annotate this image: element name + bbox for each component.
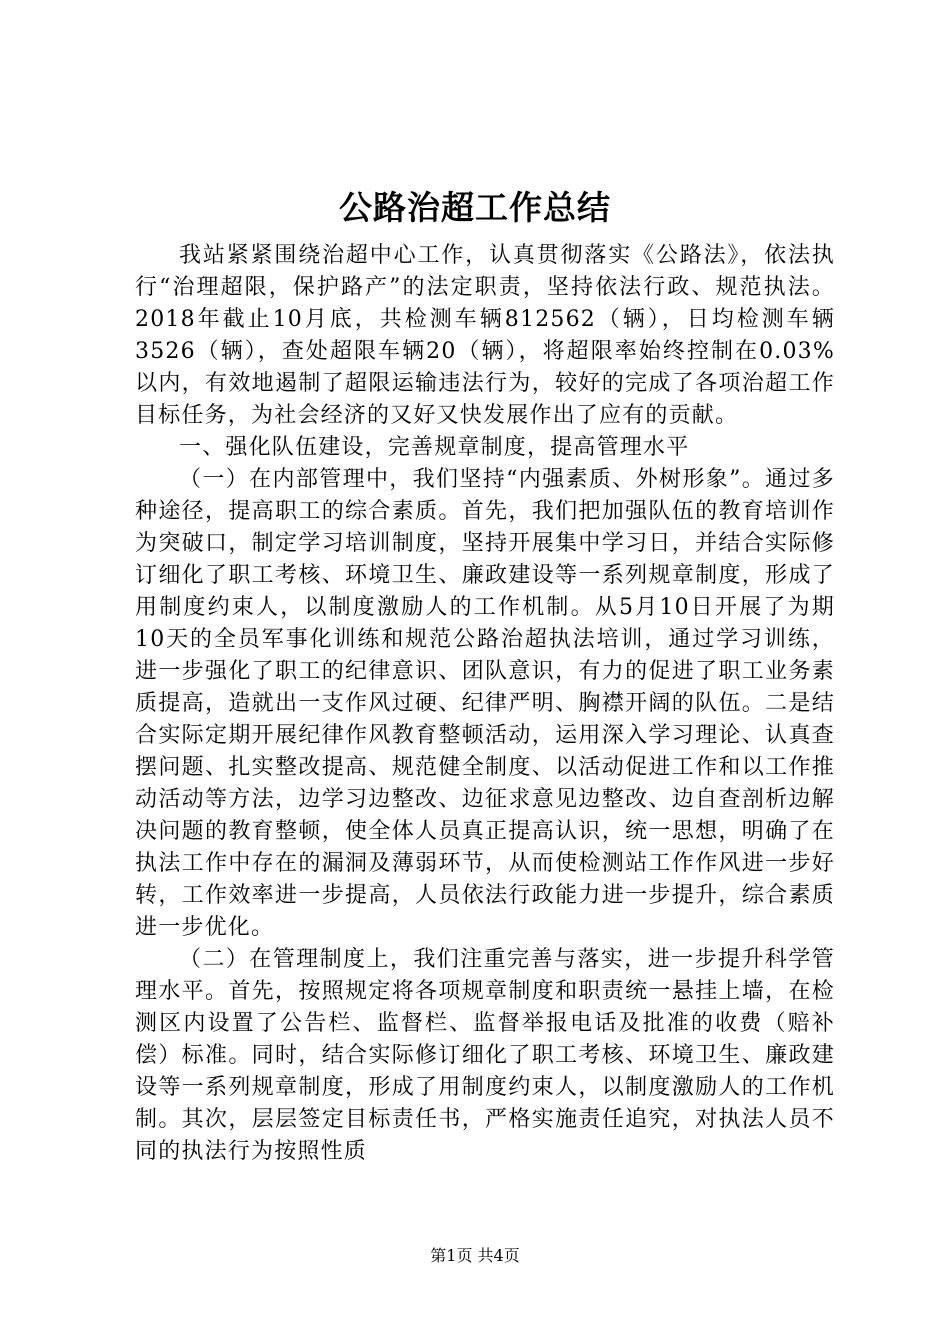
- section-heading-1: 一、强化队伍建设，完善规章制度，提高管理水平: [179, 435, 690, 460]
- paragraph-internal-management: （一）在内部管理中，我们坚持“内强素质、外树形象”。通过多种途径，提高职工的综合素质。首先，我们把加强队伍的教育培训作为突破口，制定学习培训制度，坚持开展集中学习日，并结合实际修订细化了职工考核、环境卫生、廉政建设等一系列规章制度，形成了用制度约束人，以制度激励人的工作机制。从5月10日开展了为期10天的全员军事化训练和规范公路治超执法培训，通过学习训练，进一步强化了职工的纪律意识、团队意识，有力的促进了职工业务素质提高，造就出一支作风过硬、纪律严明、胸襟开阔的队伍。二是结合实际定期开展纪律作风教育整顿活动，运用深入学习理论、认真查摆问题、扎实整改提高、规范健全制度、以活动促进工作和以工作推动活动等方法，边学习边整改、边征求意见边整改、边自查剖析边解决问题的教育整顿，使全体人员真正提高认识，统一思想，明确了在执法工作中存在的漏洞及薄弱环节，从而使检测站工作作风进一步好转，工作效率进一步提高，人员依法行政能力进一步提升，综合素质进一步优化。: [135, 467, 835, 940]
- document-body: [135, 240, 835, 1168]
- page-footer: 第1页 共4页: [430, 1246, 520, 1265]
- paragraph-management-system: （二）在管理制度上，我们注重完善与落实，进一步提升科学管理水平。首先，按照规定将各项规章制度和职责统一悬挂上墙，在检测区内设置了公告栏、监督栏、监督举报电话及批准的收费（赔补偿）标准。同时，结合实际修订细化了职工考核、环境卫生、廉政建设等一系列规章制度，形成了用制度约束人，以制度激励人的工作机制。其次，层层签定目标责任书，严格实施责任追究，对执法人员不同的执法行为按照性质: [135, 947, 835, 1164]
- document-title: 公路治超工作总结: [339, 188, 611, 227]
- paragraph-intro: 我站紧紧围绕治超中心工作，认真贯彻落实《公路法》，依法执行“治理超限，保护路产”的法定职责，坚持依法行政、规范执法。2018年截止10月底，共检测车辆812562（辆），日均检测车辆3526（辆），查处超限车辆20（辆），将超限率始终控制在0.03%以内，有效地遏制了超限运输违法行为，较好的完成了各项治超工作目标任务，为社会经济的又好又快发展作出了应有的贡献。: [135, 243, 835, 428]
